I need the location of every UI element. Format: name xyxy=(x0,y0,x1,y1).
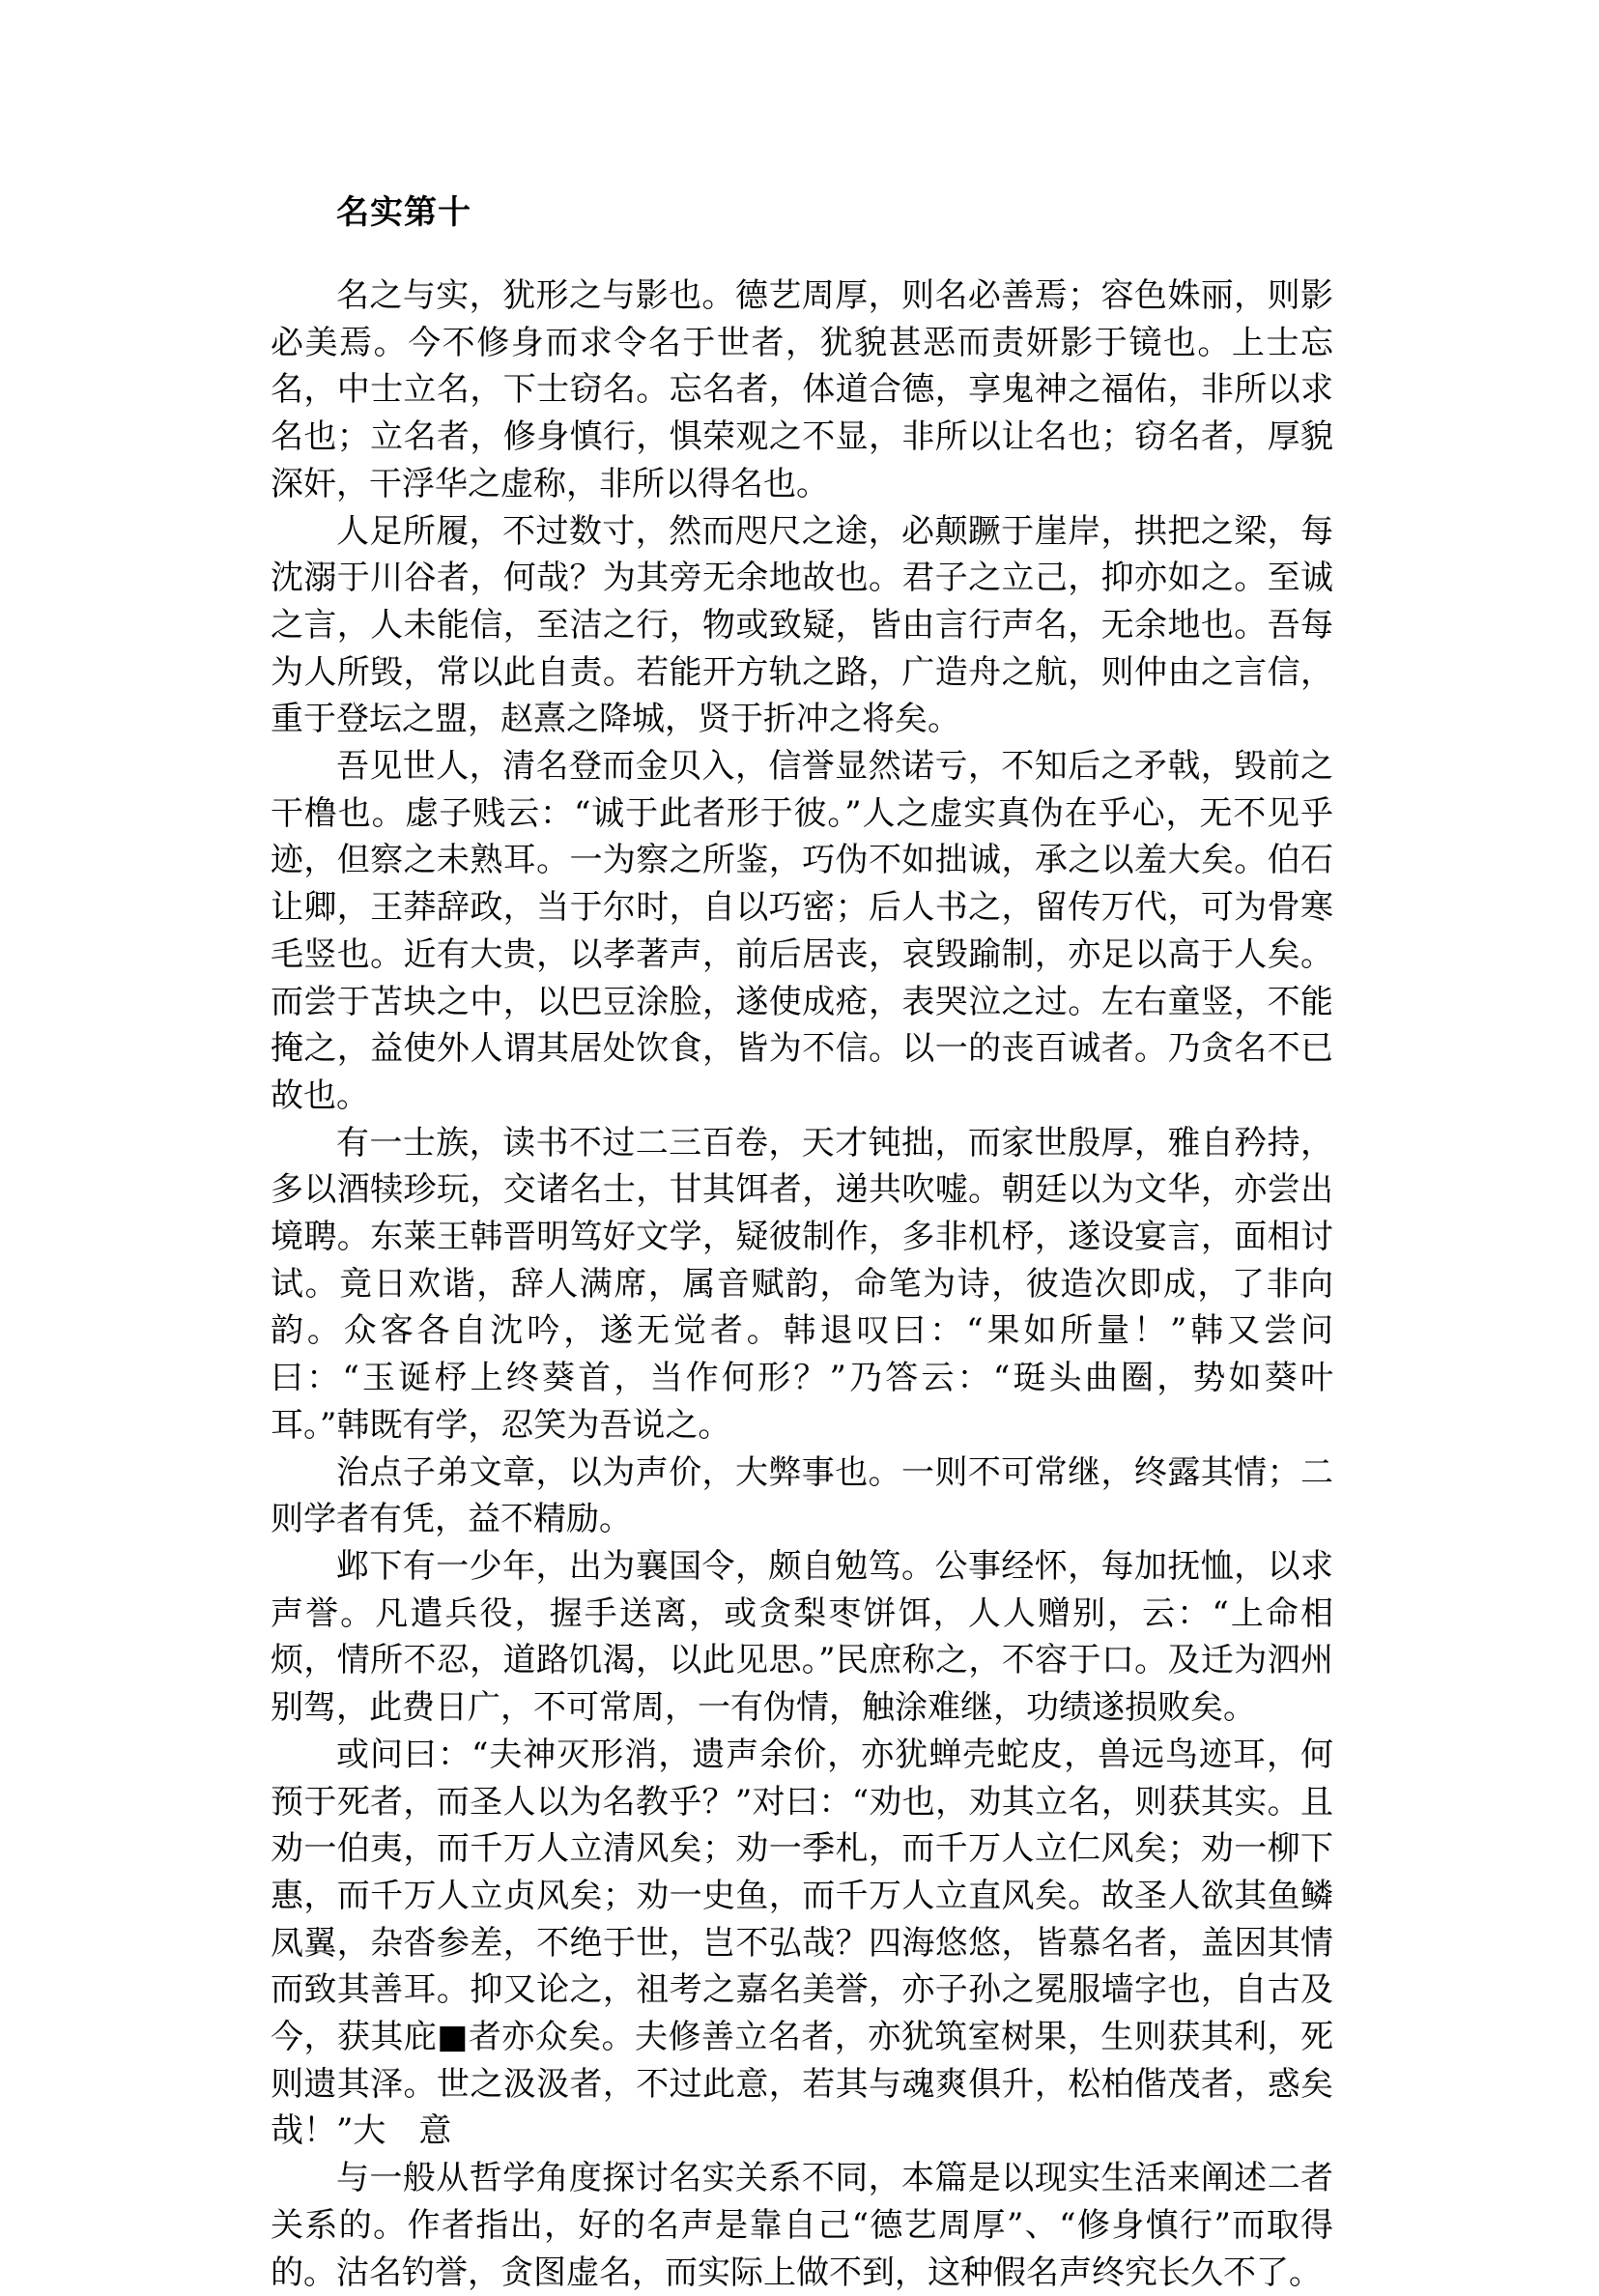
paragraph-4: 有一士族，读书不过二三百卷，天才钝拙，而家世殷厚，雅自矜持，多以酒犊珍玩，交诸名士，甘其饵者，递共吹嘘。朝廷以为文华，亦尝出境聘。东莱王韩晋明笃好文学，疑彼制作，多非机杼，遂设宴言，面相讨试。竟日欢谐，辞人满席，属音赋韵，命笔为诗，彼造次即成，了非向韵。众客各自沈吟，遂无觉者。韩退叹曰：“果如所量！”韩又尝问曰：“玉诞杼上终葵首，当作何形？”乃答云：“珽头曲圈，势如葵叶耳。”韩既有学，忍笑为吾说之。 xyxy=(271,1123,1333,1445)
paragraph-8: 与一般从哲学角度探讨名实关系不同，本篇是以现实生活来阐述二者关系的。作者指出，好的名声是靠自己“德艺周厚”、“修身慎行”而取得的。沽名钓誉，贪图虚名，而实际上做不到，这种假名声终究长久不了。 xyxy=(271,2159,1333,2292)
paragraph-1: 名之与实，犹形之与影也。德艺周厚，则名必善焉；容色姝丽，则影必美焉。今不修身而求令名于世者，犹貌甚恶而责妍影于镜也。上士忘名，中士立名，下士窃名。忘名者，体道合德，享鬼神之福佑，非所以求名也；立名者，修身慎行，惧荣观之不显，非所以让名也；窃名者，厚貌深奸，干浮华之虚称，非所以得名也。 xyxy=(271,276,1333,503)
paragraph-7: 或问曰：“夫神灭形消，遗声余价，亦犹蝉壳蛇皮，兽远鸟迹耳，何预于死者，而圣人以为名教乎？”对曰：“劝也，劝其立名，则获其实。且劝一伯夷，而千万人立清风矣；劝一季札，而千万人立仁风矣；劝一柳下惠，而千万人立贞风矣；劝一史鱼，而千万人立直风矣。故圣人欲其鱼鳞凤翼，杂沓参差，不绝于世，岂不弘哉？四海悠悠，皆慕名者，盖因其情而致其善耳。抑又论之，祖考之嘉名美誉，亦子孙之冕服墙字也，自古及今，获其庇■者亦众矣。夫修善立名者，亦犹筑室树果，生则获其利，死则遗其泽。世之汲汲者，不过此意，若其与魂爽俱升，松柏偕茂者，惑矣哉！”大 意 xyxy=(271,1735,1333,2151)
document-page xyxy=(271,189,1333,2296)
paragraph-5: 治点子弟文章，以为声价，大弊事也。一则不可常继，终露其情；二则学者有凭，益不精励。 xyxy=(271,1452,1333,1539)
paragraph-6: 邺下有一少年，出为襄国令，颇自勉笃。公事经怀，每加抚恤，以求声誉。凡遣兵役，握手送离，或贪梨枣饼饵，人人赠别，云：“上命相烦，情所不忍，道路饥渴，以此见思。”民庶称之，不容于口。及迁为泗州别驾，此费日广，不可常周，一有伪情，触涂难继，功绩遂损败矣。 xyxy=(271,1546,1333,1728)
paragraph-2: 人足所履，不过数寸，然而咫尺之途，必颠蹶于崖岸，拱把之梁，每沈溺于川谷者，何哉？为其旁无余地故也。君子之立己，抑亦如之。至诚之言，人未能信，至洁之行，物或致疑，皆由言行声名，无余地也。吾每为人所毁，常以此自责。若能开方轨之路，广造舟之航，则仲由之言信，重于登坛之盟，赵熹之降城，贤于折冲之将矣。 xyxy=(271,511,1333,739)
chapter-title: 名实第十 xyxy=(336,193,471,232)
paragraph-3: 吾见世人，清名登而金贝入，信誉显然诺亏，不知后之矛戟，毁前之干橹也。虙子贱云：“诚于此者形于彼。”人之虚实真伪在乎心，无不见乎迹，但察之未熟耳。一为察之所鉴，巧伪不如拙诚，承之以羞大矣。伯石让卿，王莽辞政，当于尔时，自以巧密；后人书之，留传万代，可为骨寒毛竖也。近有大贵，以孝著声，前后居丧，哀毁踰制，亦足以高于人矣。而尝于苫块之中，以巴豆涂脸，遂使成疮，表哭泣之过。左右童竖，不能掩之，益使外人谓其居处饮食，皆为不信。以一的丧百诚者。乃贪名不已故也。 xyxy=(271,747,1333,1115)
